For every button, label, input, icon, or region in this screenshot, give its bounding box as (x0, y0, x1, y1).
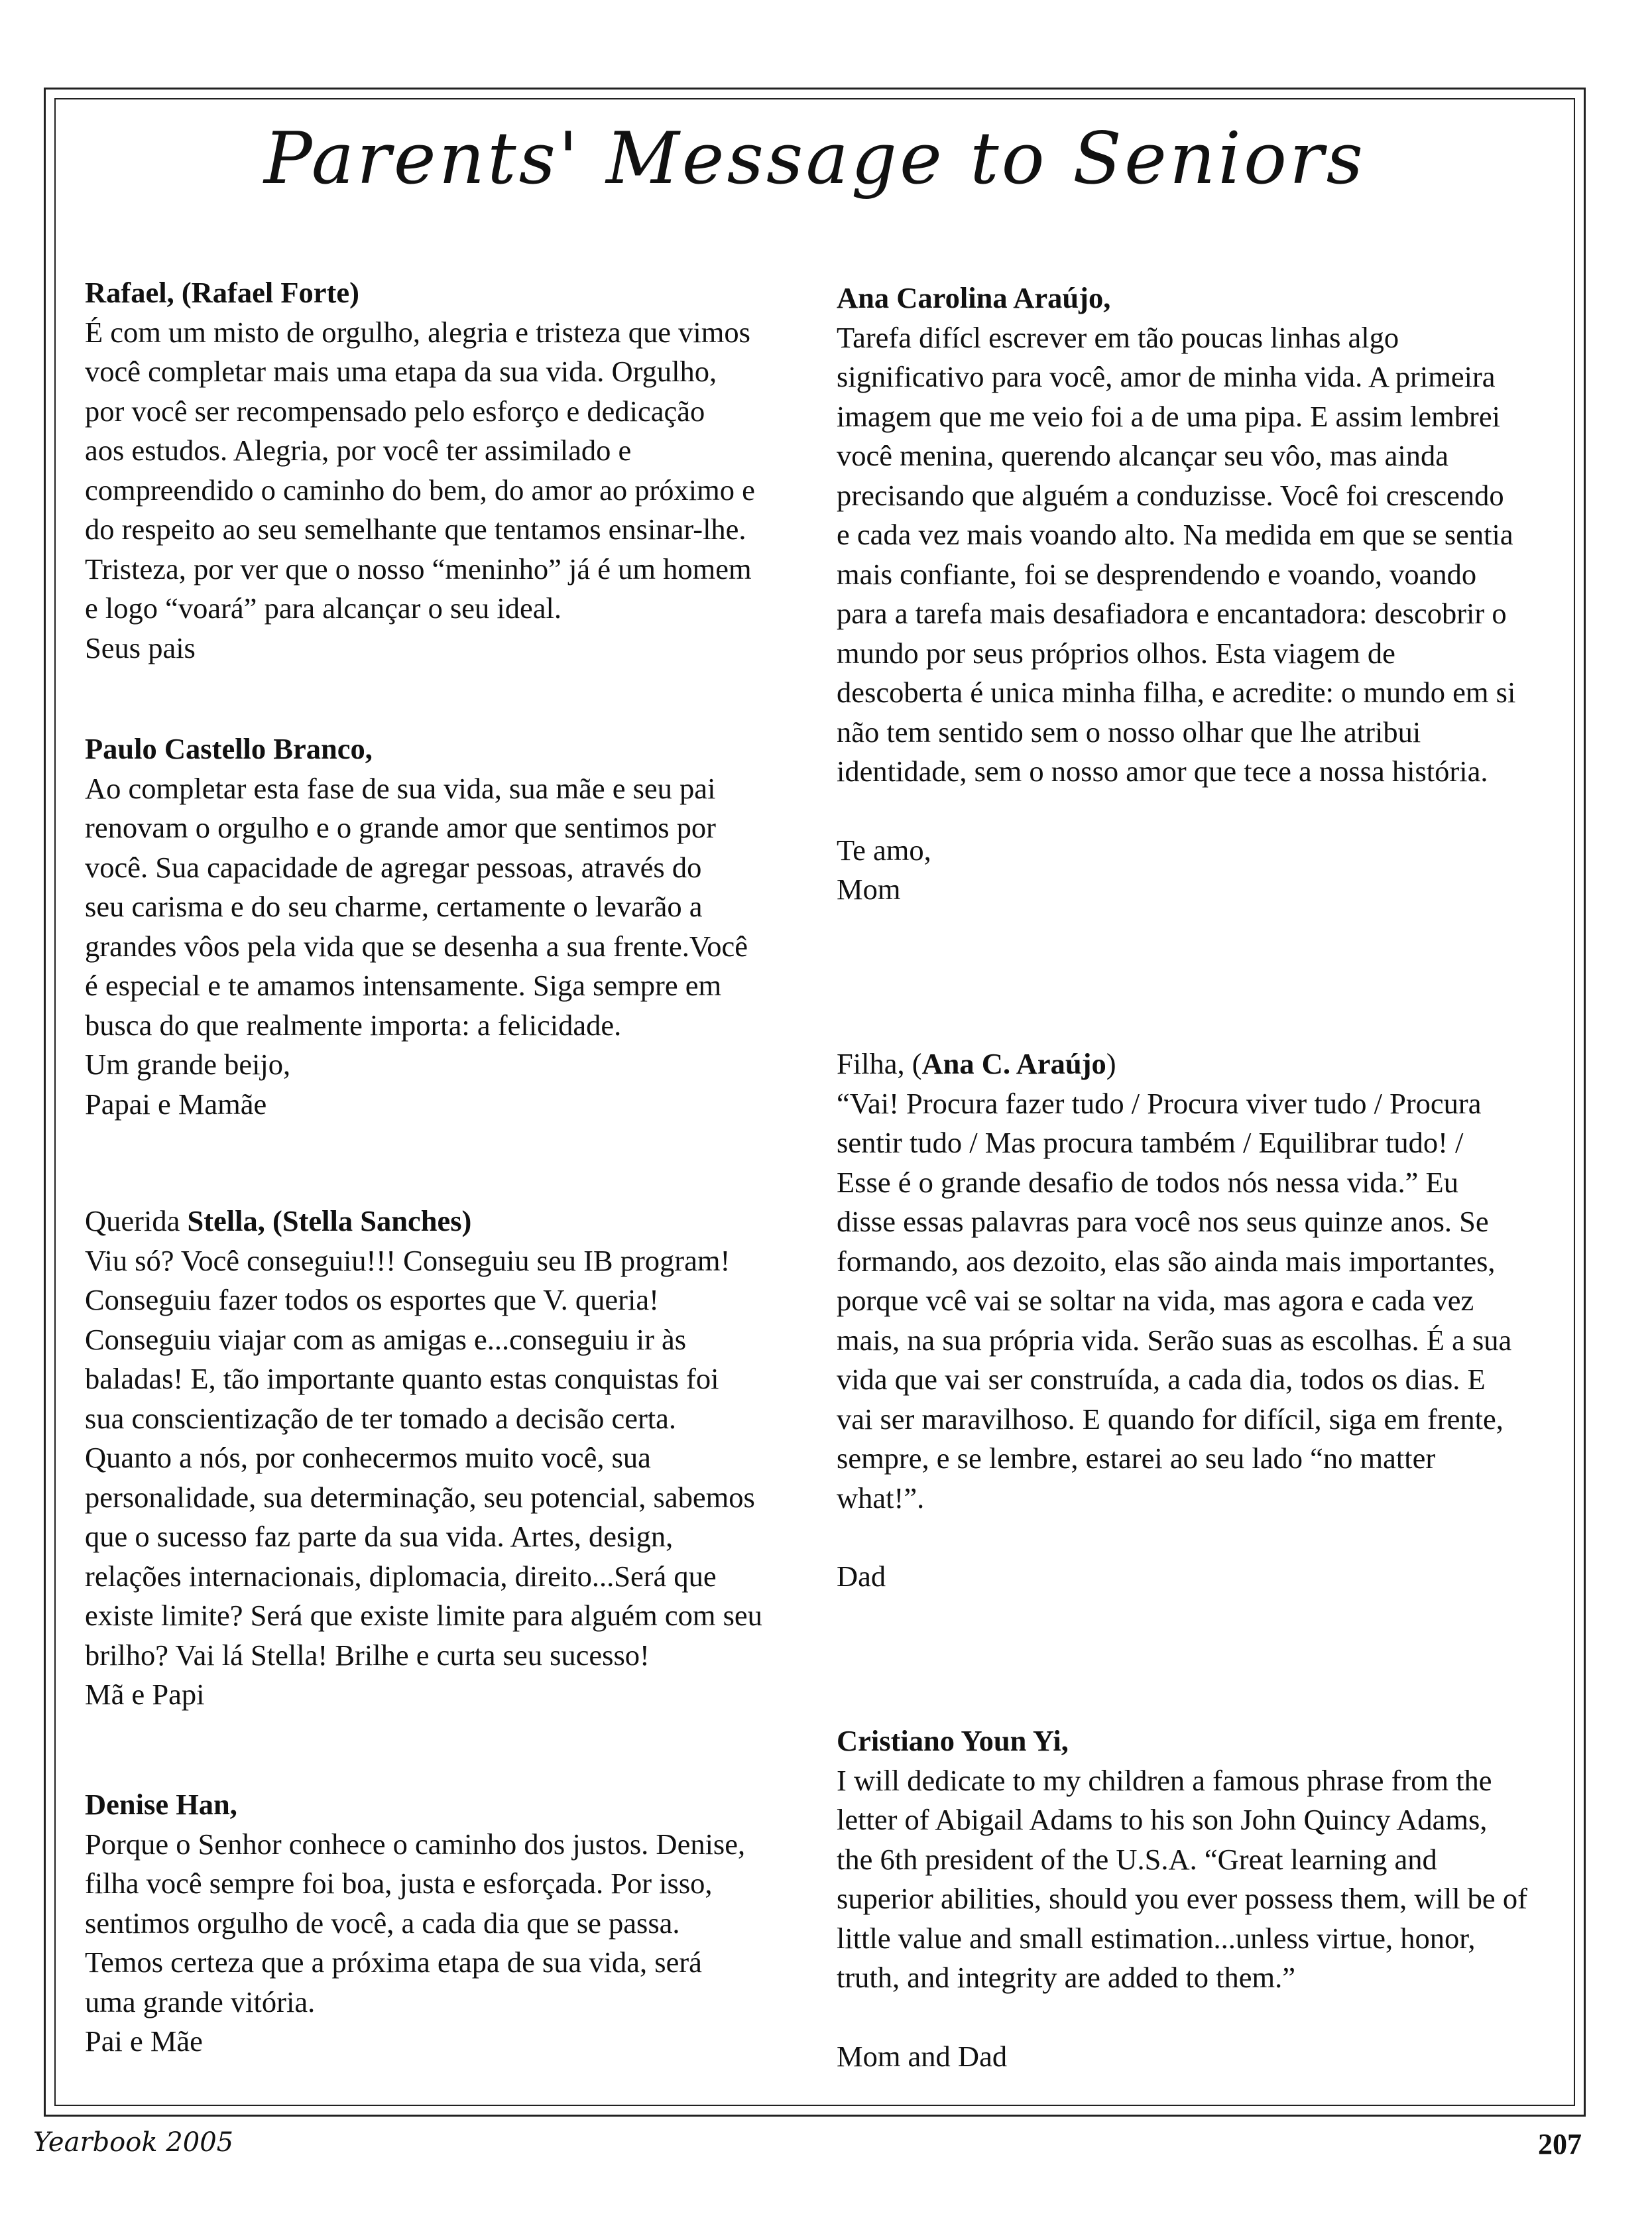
message-line: mais confiante, foi se desprendendo e voando, voando (837, 557, 1477, 591)
message-heading (85, 1202, 834, 1241)
message-line: formando, aos dezoito, elas são ainda mais importantes, (837, 1244, 1496, 1278)
heading-name: Stella, (Stella Sanches) (187, 1204, 472, 1237)
message-line: Tarefa difícl escrever em tão poucas linhas algo (837, 320, 1399, 354)
message-line: você menina, querendo alcançar seu vôo, mas ainda (837, 439, 1448, 472)
message-line: descoberta é unica minha filha, e acredite: o mundo em si (837, 676, 1516, 709)
message-heading (837, 1044, 1572, 1084)
message-line: letter of Abigail Adams to his son John Quincy Adams, (837, 1803, 1488, 1836)
message-line: para a tarefa mais desafiadora e encantadora: descobrir o (837, 597, 1507, 630)
message-rafael (85, 273, 834, 668)
page-number: 207 (1538, 2128, 1582, 2160)
message-line: vida que vai ser construída, a cada dia, todos os dias. E (837, 1363, 1486, 1396)
message-line: relações internacionais, diplomacia, direito...Será que (85, 1559, 717, 1593)
message-line: Um grande beijo, (85, 1048, 291, 1081)
message-line: mundo por seus próprios olhos. Esta viagem de (837, 636, 1395, 670)
message-cristiano (837, 1721, 1572, 2076)
message-line: mais, na sua própria vida. Serão suas as escolhas. É a sua (837, 1323, 1512, 1357)
message-ana-carolina (837, 279, 1572, 910)
message-filha (837, 1044, 1572, 1597)
message-line: e logo “voará” para alcançar o seu ideal. (85, 591, 561, 625)
message-line: que o sucesso faz parte da sua vida. Artes, design, (85, 1520, 674, 1553)
message-line: brilho? Vai lá Stella! Brilhe e curta seu sucesso! (85, 1638, 650, 1672)
message-line: imagem que me veio foi a de uma pipa. E assim lembrei (837, 399, 1500, 433)
message-line: the 6th president of the U.S.A. “Great learning and (837, 1842, 1437, 1876)
message-line: superior abilities, should you ever possess them, will be of (837, 1882, 1527, 1915)
message-line: Tristeza, por ver que o nosso “meninho” já é um homem (85, 552, 752, 586)
message-line: Viu só? Você conseguiu!!! Conseguiu seu IB program! (85, 1243, 731, 1277)
message-line: grandes vôos pela vida que se desenha a sua frente.Você (85, 929, 748, 963)
message-line: do respeito ao seu semelhante que tentamos ensinar-lhe. (85, 513, 746, 546)
message-line: uma grande vitória. (85, 1985, 316, 2018)
message-line: personalidade, sua determinação, seu potencial, sabemos (85, 1480, 755, 1514)
message-line: filha você sempre foi boa, justa e esforçada. Por isso, (85, 1867, 713, 1900)
message-line: precisando que alguém a conduzisse. Você foi crescendo (837, 478, 1504, 512)
message-closing: Te amo, (837, 833, 931, 867)
message-line: what!”. (837, 1481, 925, 1515)
message-signature: Mã e Papi (85, 1678, 205, 1711)
message-signature: Papai e Mamãe (85, 1087, 267, 1121)
message-signature: Mom (837, 873, 901, 906)
message-heading: Ana Carolina Araújo, (837, 281, 1111, 314)
message-heading: Paulo Castello Branco, (85, 732, 373, 765)
heading-suffix: ) (1106, 1047, 1116, 1080)
message-line: seu carisma e do seu charme, certamente o levarão a (85, 890, 703, 923)
message-line: é especial e te amamos intensamente. Siga sempre em (85, 969, 722, 1002)
message-line: por você ser recompensado pelo esforço e dedicação (85, 394, 705, 428)
message-line: e cada vez mais voando alto. Na medida em que se sentia (837, 518, 1513, 551)
message-paulo (85, 729, 834, 1124)
message-denise (85, 1785, 834, 2062)
message-signature: Pai e Mãe (85, 2024, 203, 2058)
message-line: você. Sua capacidade de agregar pessoas, através do (85, 850, 702, 884)
message-line: Quanto a nós, por conhecermos muito você, sua (85, 1441, 651, 1474)
message-line: sempre, e se lembre, estarei ao seu lado “no matter (837, 1442, 1436, 1475)
heading-name: Ana C. Araújo (921, 1047, 1106, 1080)
heading-prefix: Querida (85, 1204, 188, 1237)
message-heading: Rafael, (Rafael Forte) (85, 276, 359, 309)
message-line: disse essas palavras para você nos seus quinze anos. Se (837, 1205, 1489, 1238)
message-signature: Mom and Dad (837, 2039, 1008, 2073)
message-line: Conseguiu viajar com as amigas e...conseguiu ir às (85, 1322, 687, 1356)
message-signature: Dad (837, 1560, 886, 1593)
message-line: porque vcê vai se soltar na vida, mas agora e cada vez (837, 1284, 1474, 1317)
message-line: sua conscientização de ter tomado a decisão certa. (85, 1401, 677, 1435)
message-line: É com um misto de orgulho, alegria e tristeza que vimos (85, 315, 750, 349)
message-signature: Seus pais (85, 631, 196, 664)
message-line: Temos certeza que a próxima etapa de sua vida, será (85, 1946, 702, 1979)
message-line: Conseguiu fazer todos os esportes que V. queria! (85, 1283, 659, 1316)
message-line: não tem sentido sem o nosso olhar que lhe atribui (837, 715, 1421, 749)
message-line: baladas! E, tão importante quanto estas conquistas foi (85, 1362, 719, 1395)
page-title: Parents' Message to Seniors (263, 117, 1366, 200)
message-line: Esse é o grande desafio de todos nós nessa vida.” Eu (837, 1165, 1458, 1199)
message-line: sentimos orgulho de você, a cada dia que se passa. (85, 1906, 680, 1940)
message-line: renovam o orgulho e o grande amor que sentimos por (85, 811, 716, 844)
message-line: Porque o Senhor conhece o caminho dos justos. Denise, (85, 1827, 746, 1861)
message-line: significativo para você, amor de minha vida. A primeira (837, 360, 1496, 393)
message-line: existe limite? Será que existe limite para alguém com seu (85, 1599, 762, 1632)
message-line: truth, and integrity are added to them.” (837, 1961, 1295, 1994)
message-line: I will dedicate to my children a famous phrase from the (837, 1763, 1492, 1797)
message-heading: Denise Han, (85, 1788, 237, 1821)
message-line: busca do que realmente importa: a felicidade. (85, 1008, 622, 1042)
heading-prefix: Filha, ( (837, 1047, 922, 1080)
message-line: “Vai! Procura fazer tudo / Procura viver tudo / Procura (837, 1086, 1482, 1120)
message-line: Ao completar esta fase de sua vida, sua mãe e seu pai (85, 771, 716, 805)
message-line: sentir tudo / Mas procura também / Equilibrar tudo! / (837, 1126, 1464, 1159)
message-line: vai ser maravilhoso. E quando for difícil, siga em frente, (837, 1402, 1504, 1436)
message-line: identidade, sem o nosso amor que tece a nossa história. (837, 755, 1488, 788)
message-line: compreendido o caminho do bem, do amor ao próximo e (85, 473, 755, 507)
message-heading: Cristiano Youn Yi, (837, 1724, 1069, 1757)
message-stella (85, 1202, 834, 1715)
message-line: você completar mais uma etapa da sua vida. Orgulho, (85, 355, 717, 388)
message-line: aos estudos. Alegria, por você ter assimilado e (85, 434, 632, 467)
footer-yearbook: Yearbook 2005 (33, 2127, 234, 2158)
message-line: little value and small estimation...unless virtue, honor, (837, 1921, 1476, 1955)
